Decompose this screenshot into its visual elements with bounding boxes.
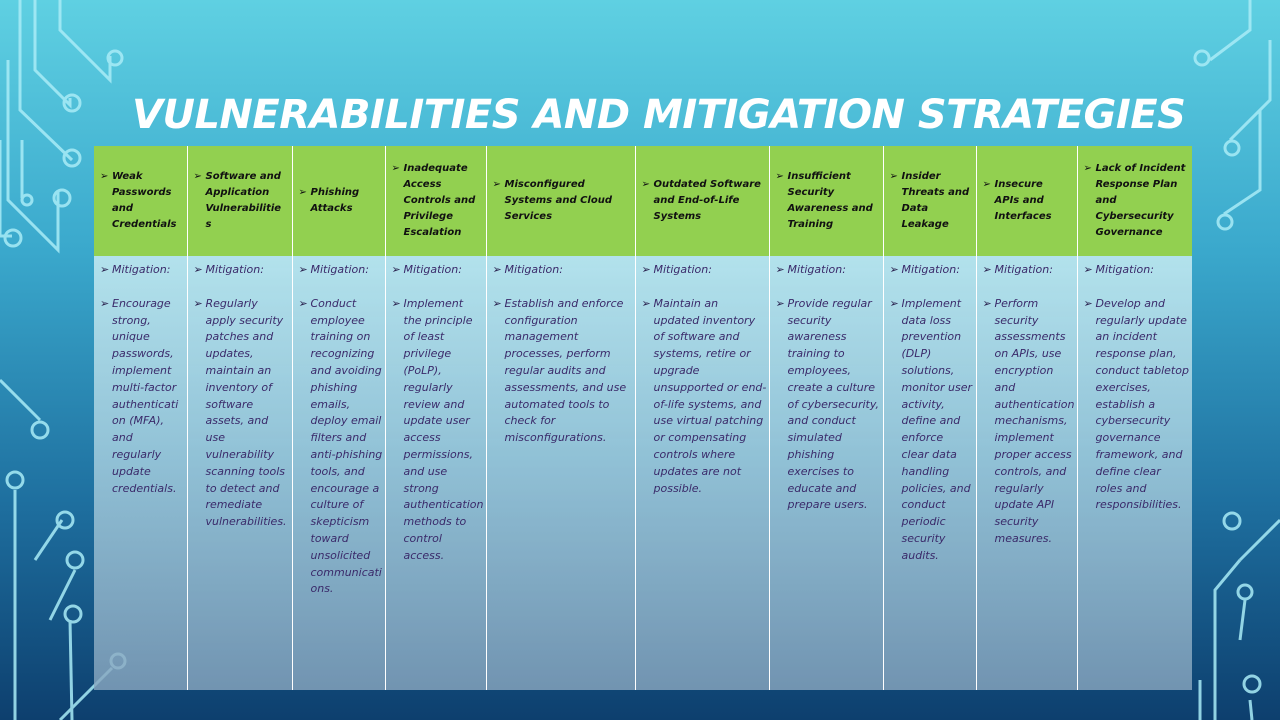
arrowhead-bullet-icon: ➢ — [391, 296, 401, 310]
column-header-label: Lack of Incident Response Plan and Cybersecurity Governance — [1095, 163, 1186, 238]
mitigation-label: Mitigation: — [901, 263, 960, 276]
mitigation-text: Perform security assessments on APIs, use encryption and authentication mechanisms, implement proper access controls, and regularly update API security measures. — [994, 296, 1075, 545]
table-header-row — [94, 146, 1192, 256]
arrowhead-bullet-icon: ➢ — [391, 263, 401, 276]
arrowhead-bullet-icon: ➢ — [100, 296, 110, 310]
mitigation-text: Maintain an updated inventory of software and systems, retire or upgrade unsupported or end-of-life systems, and use virtual patching or compensating controls where updates are not possible. — [653, 296, 767, 495]
arrowhead-bullet-icon: ➢ — [641, 296, 651, 310]
column-header-label: Weak Passwords and Credentials — [112, 171, 177, 230]
column-header-label: Software and Application Vulnerabilities — [205, 171, 282, 230]
arrowhead-bullet-icon: ➢ — [193, 296, 203, 310]
arrowhead-bullet-icon: ➢ — [298, 187, 307, 198]
mitigation-cell — [486, 256, 635, 690]
arrowhead-bullet-icon: ➢ — [982, 263, 992, 276]
column-header-label: Insufficient Security Awareness and Training — [787, 171, 873, 230]
arrowhead-bullet-icon: ➢ — [982, 296, 992, 310]
arrowhead-bullet-icon: ➢ — [492, 263, 502, 276]
mitigation-label: Mitigation: — [1095, 263, 1154, 276]
arrowhead-bullet-icon: ➢ — [1083, 296, 1093, 310]
mitigation-cell — [187, 256, 292, 690]
mitigation-cell — [292, 256, 385, 690]
arrowhead-bullet-icon: ➢ — [391, 163, 400, 174]
mitigation-text: Develop and regularly update an incident response plan, conduct tabletop exercises, establish a cybersecurity governance framework, and define clear roles and responsibilities. — [1095, 296, 1189, 512]
mitigation-cell — [94, 256, 187, 690]
mitigation-text: Provide regular security awareness training to employees, create a culture of cybersecurity, and conduct simulated phishing exercises to educate and prepare users. — [787, 296, 879, 512]
column-header-label: Insecure APIs and Interfaces — [994, 179, 1052, 222]
mitigation-cell — [769, 256, 883, 690]
arrowhead-bullet-icon: ➢ — [889, 296, 899, 310]
arrowhead-bullet-icon: ➢ — [100, 263, 110, 276]
arrowhead-bullet-icon: ➢ — [889, 263, 899, 276]
mitigation-text: Encourage strong, unique passwords, implement multi-factor authentication (MFA), and regularly update credentials. — [112, 296, 179, 495]
column-header — [187, 146, 292, 256]
mitigation-label: Mitigation: — [112, 263, 171, 276]
arrowhead-bullet-icon: ➢ — [100, 171, 109, 182]
arrowhead-bullet-icon: ➢ — [641, 263, 651, 276]
arrowhead-bullet-icon: ➢ — [775, 171, 784, 182]
table-body-row — [94, 256, 1192, 690]
mitigation-cell — [976, 256, 1077, 690]
column-header-label: Misconfigured Systems and Cloud Services — [504, 179, 613, 222]
arrowhead-bullet-icon: ➢ — [1083, 163, 1092, 174]
mitigation-cell — [1077, 256, 1192, 690]
arrowhead-bullet-icon: ➢ — [775, 296, 785, 310]
arrowhead-bullet-icon: ➢ — [298, 296, 308, 310]
mitigation-label: Mitigation: — [787, 263, 846, 276]
mitigation-label: Mitigation: — [994, 263, 1053, 276]
arrowhead-bullet-icon: ➢ — [298, 263, 308, 276]
arrowhead-bullet-icon: ➢ — [982, 179, 991, 190]
arrowhead-bullet-icon: ➢ — [193, 263, 203, 276]
mitigation-text: Implement the principle of least privilege (PoLP), regularly review and update user access permissions, and use strong authentication methods to control access. — [403, 296, 484, 562]
column-header-label: Insider Threats and Data Leakage — [901, 171, 970, 230]
vulnerability-table — [94, 146, 1192, 690]
column-header — [976, 146, 1077, 256]
arrowhead-bullet-icon: ➢ — [193, 171, 202, 182]
column-header — [94, 146, 187, 256]
mitigation-text: Conduct employee training on recognizing and avoiding phishing emails, deploy email filters and anti-phishing tools, and encourage a culture of skepticism toward unsolicited communications. — [310, 296, 383, 596]
column-header-label: Outdated Software and End-of-Life Systems — [653, 179, 761, 222]
column-header — [385, 146, 486, 256]
column-header — [292, 146, 385, 256]
mitigation-text: Regularly apply security patches and updates, maintain an inventory of software assets, and use vulnerability scanning tools to detect and remediate vulnerabilities. — [205, 296, 287, 529]
arrowhead-bullet-icon: ➢ — [1083, 263, 1093, 276]
mitigation-text: Implement data loss prevention (DLP) solutions, monitor user activity, define and enforce clear data handling policies, and conduct periodic security audits. — [901, 296, 973, 562]
mitigation-label: Mitigation: — [403, 263, 462, 276]
arrowhead-bullet-icon: ➢ — [889, 171, 898, 182]
mitigation-label: Mitigation: — [205, 263, 264, 276]
mitigation-label: Mitigation: — [504, 263, 563, 276]
arrowhead-bullet-icon: ➢ — [775, 263, 785, 276]
mitigation-cell — [635, 256, 769, 690]
column-header — [635, 146, 769, 256]
arrowhead-bullet-icon: ➢ — [492, 179, 501, 190]
column-header-label: Inadequate Access Controls and Privilege Escalation — [403, 163, 476, 238]
arrowhead-bullet-icon: ➢ — [641, 179, 650, 190]
mitigation-text: Establish and enforce configuration management processes, perform regular audits and assessments, and use automated tools to check for misconfigurations. — [504, 296, 627, 445]
column-header — [1077, 146, 1192, 256]
arrowhead-bullet-icon: ➢ — [492, 296, 502, 310]
column-header — [883, 146, 976, 256]
column-header — [486, 146, 635, 256]
mitigation-cell — [385, 256, 486, 690]
mitigation-cell — [883, 256, 976, 690]
column-header — [769, 146, 883, 256]
slide-title: VULNERABILITIES AND MITIGATION STRATEGIES — [132, 92, 1186, 138]
column-header-label: Phishing Attacks — [310, 187, 360, 214]
mitigation-label: Mitigation: — [310, 263, 369, 276]
mitigation-label: Mitigation: — [653, 263, 712, 276]
